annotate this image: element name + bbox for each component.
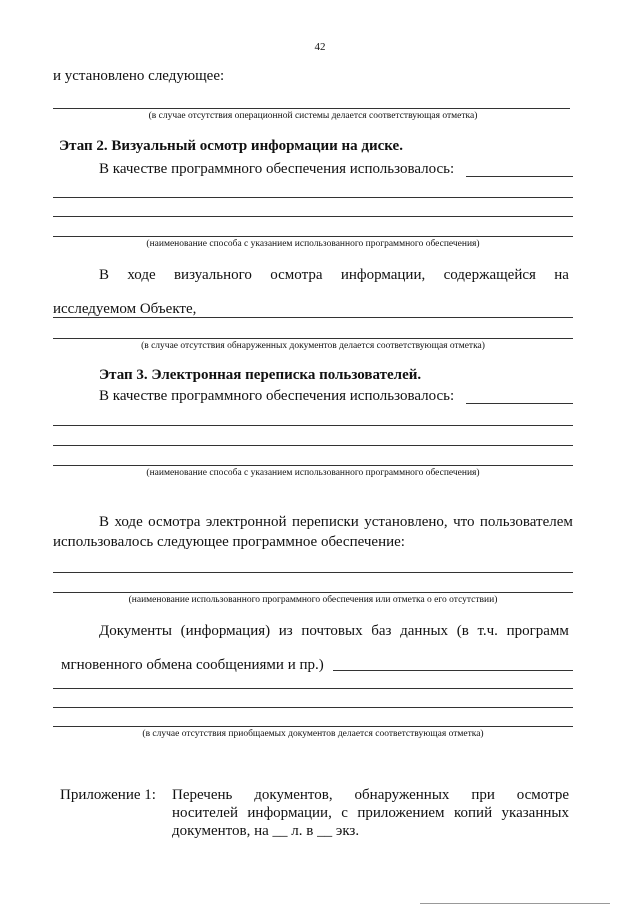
mail-line2: использовалось следующее программное обеспечение: [53, 534, 405, 550]
fill-line[interactable] [53, 592, 573, 593]
word: с [341, 805, 348, 821]
word: баз [371, 623, 392, 639]
word: установлено, [364, 514, 448, 530]
stage2-object-text: исследуемом Объекте, [53, 301, 197, 317]
word: при [471, 787, 495, 803]
stage2-title: Этап 2. Визуальный осмотр информации на диске. [59, 138, 403, 154]
word: приложением [357, 805, 445, 821]
word: визуального [173, 267, 252, 283]
word: осмотра [148, 514, 201, 530]
fill-line[interactable] [53, 465, 573, 466]
word: осмотра [270, 267, 323, 283]
appendix-line3: документов, на __ л. в __ экз. [172, 823, 360, 839]
fill-line[interactable] [466, 176, 573, 177]
fill-line[interactable] [53, 726, 573, 727]
fill-line[interactable] [53, 338, 573, 339]
mail-line1 [99, 513, 573, 531]
note-software: (наименование использованного программного обеспечения или отметка о его отсутствии) [128, 595, 498, 605]
stage2-software-label: В качестве программного обеспечения использовалось: [99, 161, 455, 177]
word: т.ч. [477, 623, 498, 639]
note-no-docs: (в случае отсутствия обнаруженных документов делается соответствующая отметка) [141, 341, 485, 351]
word: переписки [291, 514, 359, 530]
docs-line1 [99, 622, 569, 640]
docs-line2: мгновенного обмена сообщениями и пр.) [61, 657, 324, 673]
fill-line[interactable] [53, 197, 573, 198]
fill-line[interactable] [53, 425, 573, 426]
word: из [278, 623, 293, 639]
word: указанных [501, 805, 569, 821]
appendix-label: Приложение 1: [60, 787, 156, 803]
stage2-visual-line [99, 266, 569, 284]
word: информации, [247, 805, 332, 821]
word: (информация) [180, 623, 271, 639]
note-no-os: (в случае отсутствия операционной системы делается соответствующая отметка) [148, 111, 478, 121]
word: обнаруженных [354, 787, 450, 803]
fill-line[interactable] [53, 572, 573, 573]
stage3-title: Этап 3. Электронная переписка пользователей. [99, 367, 422, 383]
word: носителей [172, 805, 238, 821]
word: документов, [254, 787, 333, 803]
fill-line[interactable] [53, 216, 573, 217]
fill-line[interactable] [53, 236, 573, 237]
word: Перечень [172, 787, 233, 803]
fill-line[interactable] [333, 670, 573, 671]
fill-line[interactable] [466, 403, 573, 404]
word: Документы [99, 623, 172, 639]
fill-line[interactable] [53, 108, 570, 109]
word: ходе [114, 514, 143, 530]
note-no-attached: (в случае отсутствия приобщаемых документов делается соответствующая отметка) [142, 729, 484, 739]
note-method2: (наименование способа с указанием использованного программного обеспечения) [146, 468, 480, 478]
word: ходе [127, 267, 156, 283]
appendix-line2 [172, 804, 569, 822]
fill-line[interactable] [53, 707, 573, 708]
word: В [99, 514, 110, 530]
word: (в [456, 623, 469, 639]
word: осмотре [516, 787, 569, 803]
word: В [99, 267, 110, 283]
word: данных [400, 623, 449, 639]
word: электронной [205, 514, 287, 530]
stage3-software-label: В качестве программного обеспечения использовалось: [99, 388, 455, 404]
scan-edge-line [420, 903, 610, 904]
fill-line[interactable] [53, 688, 573, 689]
word: на [554, 267, 569, 283]
word: пользователем [479, 514, 573, 530]
fill-line[interactable] [53, 317, 573, 318]
fill-line[interactable] [53, 445, 573, 446]
word: информации, [340, 267, 426, 283]
appendix-line1 [172, 786, 569, 804]
page-number: 42 [314, 41, 326, 53]
intro-text: и установлено следующее: [53, 68, 225, 84]
word: содержащейся [443, 267, 536, 283]
word: почтовых [301, 623, 363, 639]
word: что [453, 514, 475, 530]
word: копий [453, 805, 493, 821]
word: программ [506, 623, 569, 639]
note-method: (наименование способа с указанием использованного программного обеспечения) [146, 239, 480, 249]
